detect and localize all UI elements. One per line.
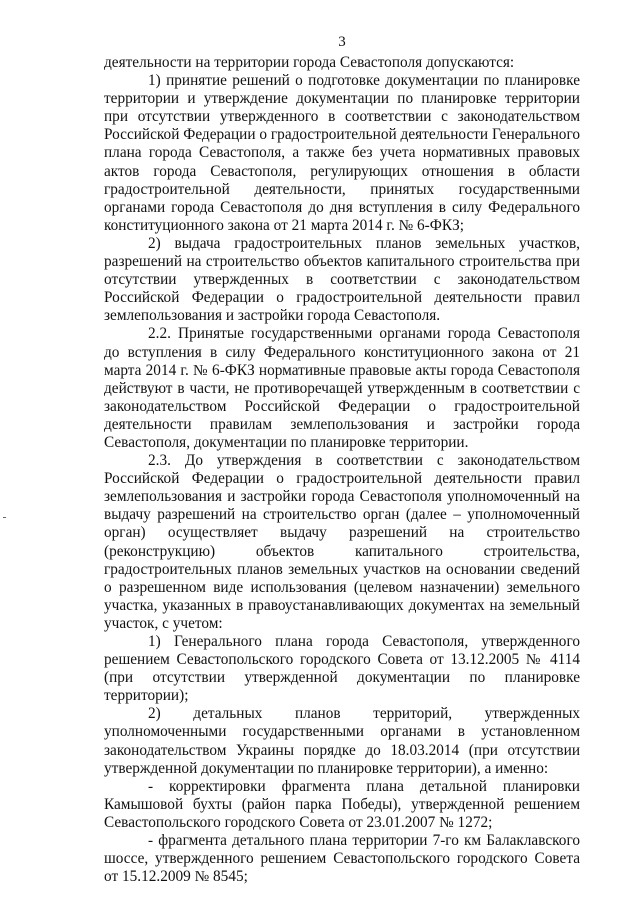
document-body — [104, 54, 580, 886]
paragraph-item-1: 1) принятие решений о подготовке документации по планировке территории и утверждение документации по планировке территории при отсутствии утвержденного в соответствии с законодательством Российской Федерации о градостроительной деятельности Генерального плана города Севастополя, а также без учета нормативных правовых актов города Севастополя, регулирующих отношения в области градостроительной деятельности, принятых государственными органами города Севастополя до дня вступления в силу Федерального конституционного закона от 21 марта 2014 г. № 6-ФКЗ; — [104, 72, 580, 234]
paragraph-dash-2: - фрагмента детального плана территории 7-го км Балаклавского шоссе, утвержденного решением Севастопольского городского Совета от 15.12.2009 № 8545; — [104, 832, 580, 886]
paragraph-dash-1: - корректировки фрагмента плана детальной планировки Камышовой бухты (район парка Победы), утвержденной решением Севастопольского городского Совета от 23.01.2007 № 1272; — [104, 777, 580, 831]
paragraph-2-3: 2.3. До утверждения в соответствии с законодательством Российской Федерации о градостроительной деятельности правил землепользования и застройки города Севастополя уполномоченный на выдачу разрешений на строительство орган (далее – уполномоченный орган) осуществляет выдачу разрешений на строительство (реконструкцию) объектов капитального строительства, градостроительных планов земельных участков на основании сведений о разрешенном виде использования (целевом назначении) земельного участка, указанных в правоустанавливающих документах на земельный участок, с учетом: — [104, 452, 580, 632]
paragraph-intro: деятельности на территории города Севастополя допускаются: — [104, 54, 515, 71]
paragraph-2-3-item-2: 2) детальных планов территорий, утвержденных уполномоченными государственными органами в установленном законодательством Украины порядке до 18.03.2014 (при отсутствии утвержденной документации по планировке территории), а именно: — [104, 705, 580, 777]
page-number: 3 — [338, 34, 346, 50]
paragraph-item-2: 2) выдача градостроительных планов земельных участков, разрешений на строительство объектов капитального строительства при отсутствии утвержденных в соответствии с законодательством Российской Федерации о градостроительной деятельности правил землепользования и застройки города Севастополя. — [104, 234, 580, 325]
margin-mark — [3, 517, 6, 518]
paragraph-2-2: 2.2. Принятые государственными органами города Севастополя до вступления в силу Федерального конституционного закона от 21 марта 2014 г. № 6-ФКЗ нормативные правовые акты города Севастополя действуют в части, не противоречащей утвержденным в соответствии с законодательством Российской Федерации о градостроительной деятельности правилам землепользования и застройки города Севастополя, документации по планировке территории. — [104, 325, 580, 451]
paragraph-2-3-item-1: 1) Генерального плана города Севастополя, утвержденного решением Севастопольского городского Совета от 13.12.2005 № 4114 (при отсутствии утвержденной документации по планировке территории); — [104, 633, 580, 705]
